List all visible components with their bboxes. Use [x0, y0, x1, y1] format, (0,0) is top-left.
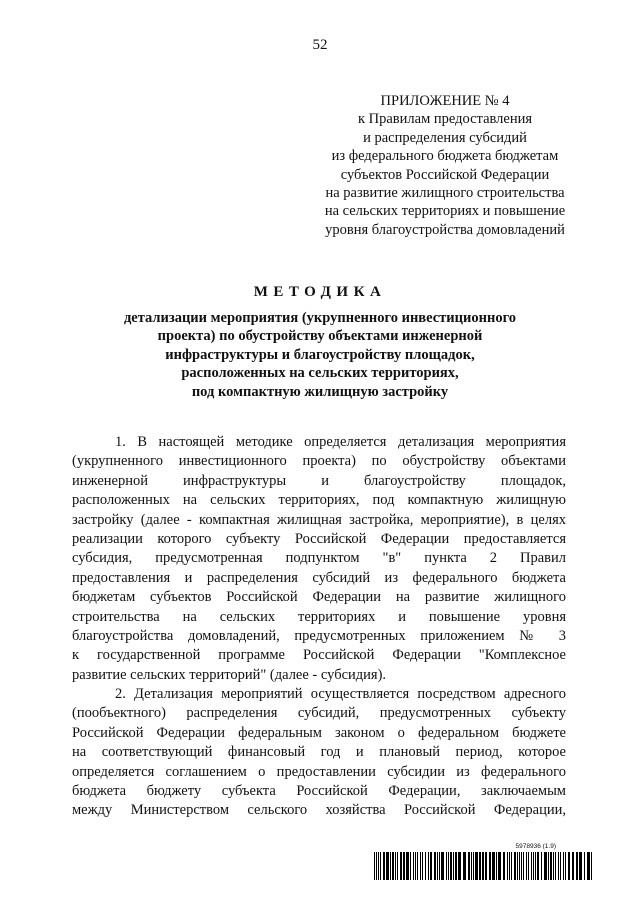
- barcode-bar: [541, 852, 542, 880]
- barcode-bar: [422, 852, 423, 880]
- barcode-bar: [533, 852, 534, 880]
- appendix-line: субъектов Российской Федерации: [340, 166, 550, 183]
- barcode-bar: [535, 852, 536, 880]
- barcode-bar: [514, 852, 516, 880]
- barcode-bar: [523, 852, 524, 880]
- appendix-line: к Правилам предоставления: [357, 111, 533, 128]
- subtitle-line: под компактную жилищную застройку: [191, 383, 449, 400]
- barcode-bar: [386, 852, 389, 880]
- barcode-bar: [417, 852, 418, 880]
- barcode-bar: [485, 852, 487, 880]
- barcode-bar: [441, 852, 444, 880]
- barcode-bar: [531, 852, 532, 880]
- appendix-line: из федерального бюджета бюджетам: [331, 148, 559, 165]
- barcode-bar: [410, 852, 411, 880]
- barcode-bar: [555, 852, 556, 880]
- barcode-bar: [383, 852, 385, 880]
- barcode-bar: [492, 852, 495, 880]
- paragraph-line: (пообъектного) распределения субсидий, предусмотренных субъекту: [72, 705, 566, 722]
- barcode-bar: [576, 852, 578, 880]
- barcode-bar: [450, 852, 452, 880]
- paragraph-line: определяется соглашением о предоставлении субсидии из федерального: [72, 763, 566, 780]
- barcode-bar: [453, 852, 454, 880]
- barcode-bar: [378, 852, 379, 880]
- barcode-bar: [563, 852, 564, 880]
- barcode-bar: [550, 852, 552, 880]
- barcode-bar: [374, 852, 375, 880]
- barcode-bar: [380, 852, 381, 880]
- barcode-bar: [420, 852, 421, 880]
- barcode-bar: [392, 852, 394, 880]
- barcode-bar: [511, 852, 512, 880]
- page-number: 52: [312, 37, 328, 53]
- barcode-bar: [430, 852, 432, 880]
- barcode-bar: [413, 852, 414, 880]
- paragraph-line: строительства на сельских территориях и повышение уровня: [72, 608, 566, 625]
- barcode-bar: [397, 852, 398, 880]
- barcode-bar: [473, 852, 474, 880]
- paragraph-line: к государственной программе Российской Федерации "Комплексное: [72, 647, 566, 664]
- paragraph-line: 2. Детализация мероприятий осуществляется посредством адресного: [115, 686, 566, 703]
- barcode-bar: [463, 852, 466, 880]
- barcode-bar: [548, 852, 549, 880]
- barcode-graphic: [374, 852, 594, 880]
- barcode-bar: [446, 852, 447, 880]
- barcode-bar: [400, 852, 402, 880]
- document-title: МЕТОДИКА: [253, 284, 387, 300]
- barcode-bar: [434, 852, 436, 880]
- appendix-header: [300, 92, 590, 239]
- paragraph-line: предоставления и распределения субсидий из федерального бюджета: [72, 569, 566, 586]
- barcode-bar: [537, 852, 539, 880]
- barcode-bar: [439, 852, 440, 880]
- barcode-bar: [498, 852, 501, 880]
- barcode-bar: [572, 852, 574, 880]
- paragraph-line: развитие сельских территорий" (далее - субсидия).: [72, 666, 387, 683]
- subtitle-line: расположенных на сельских территориях,: [181, 365, 459, 382]
- subtitle-line: детализации мероприятия (укрупненного инвестиционного: [123, 310, 517, 326]
- barcode-bar: [587, 852, 590, 880]
- barcode-bar: [415, 852, 416, 880]
- subtitle-line: инфраструктуры и благоустройству площадок,: [165, 346, 475, 363]
- barcode-bar: [482, 852, 484, 880]
- barcode-bar: [376, 852, 377, 880]
- barcode-bar: [507, 852, 508, 880]
- barcode-bar: [560, 852, 561, 880]
- barcode-bar: [519, 852, 520, 880]
- barcode-bar: [568, 852, 570, 880]
- paragraph-line: инженерной инфраструктуры и благоустройству площадок,: [72, 472, 566, 489]
- barcode-bar: [475, 852, 478, 880]
- barcode-bar: [425, 852, 426, 880]
- barcode-bar: [390, 852, 391, 880]
- barcode-bar: [526, 852, 527, 880]
- barcode-bar: [395, 852, 396, 880]
- appendix-line: ПРИЛОЖЕНИЕ № 4: [380, 93, 510, 109]
- barcode-block: [374, 843, 594, 883]
- barcode-bar: [406, 852, 409, 880]
- paragraph-line: на соответствующий финансовый год и плановый период, которое: [72, 744, 566, 761]
- paragraph-line: бюджетам субъектов Российской Федерации на развитие жилищного: [72, 589, 566, 606]
- barcode-bar: [403, 852, 405, 880]
- barcode-bar: [455, 852, 457, 880]
- paragraph-line: расположенных на сельских территориях, под компактную жилищную: [72, 492, 566, 509]
- paragraph-line: застройку (далее - компактная жилищная застройка, мероприятие), в целях: [72, 511, 566, 528]
- appendix-line: на развитие жилищного строительства: [325, 185, 565, 202]
- appendix-line: на сельских территориях и повышение: [324, 203, 566, 220]
- paragraph-line: 1. В настоящей методике определяется детализация мероприятия: [115, 434, 566, 450]
- barcode-bar: [544, 852, 547, 880]
- barcode-id: 5978936 (1.9): [515, 843, 556, 850]
- barcode-bar: [496, 852, 497, 880]
- barcode-bar: [471, 852, 472, 880]
- barcode-bar: [579, 852, 582, 880]
- document-subtitle: [80, 309, 560, 401]
- paragraph-line: (укрупненного инвестиционного проекта) по обустройству объектами: [72, 453, 566, 470]
- paragraph-line: благоустройства домовладений, предусмотренных приложением № 3: [72, 627, 566, 644]
- paragraph-line: Российской Федерации федеральным законом о федеральном бюджете: [72, 724, 566, 741]
- subtitle-line: проекта) по обустройству объектами инженерной: [157, 328, 483, 345]
- paragraph-line: между Министерством сельского хозяйства Российской Федерации,: [72, 802, 566, 819]
- barcode-bar: [503, 852, 505, 880]
- paragraph-line: бюджета бюджету субъекта Российской Федерации, заключаемым: [72, 783, 566, 800]
- barcode-bar: [565, 852, 566, 880]
- appendix-line: и распределения субсидий: [363, 129, 527, 146]
- paragraph-line: реализации которого субъекту Российской Федерации предоставляется: [72, 530, 566, 547]
- body-text: [72, 433, 566, 821]
- barcode-bar: [509, 852, 510, 880]
- barcode-bar: [479, 852, 481, 880]
- barcode-bar: [521, 852, 522, 880]
- barcode-bar: [517, 852, 518, 880]
- barcode-bar: [584, 852, 585, 880]
- barcode-bar: [558, 852, 559, 880]
- barcode-bar: [591, 852, 592, 880]
- appendix-line: уровня благоустройства домовладений: [325, 221, 565, 238]
- barcode-bar: [428, 852, 429, 880]
- barcode-bar: [468, 852, 470, 880]
- paragraph-line: субсидия, предусмотренная подпунктом "в" пункта 2 Правил: [72, 550, 566, 567]
- barcode-bar: [489, 852, 491, 880]
- barcode-bar: [448, 852, 449, 880]
- barcode-bar: [553, 852, 554, 880]
- barcode-bar: [528, 852, 529, 880]
- barcode-bar: [458, 852, 461, 880]
- barcode-bar: [437, 852, 438, 880]
